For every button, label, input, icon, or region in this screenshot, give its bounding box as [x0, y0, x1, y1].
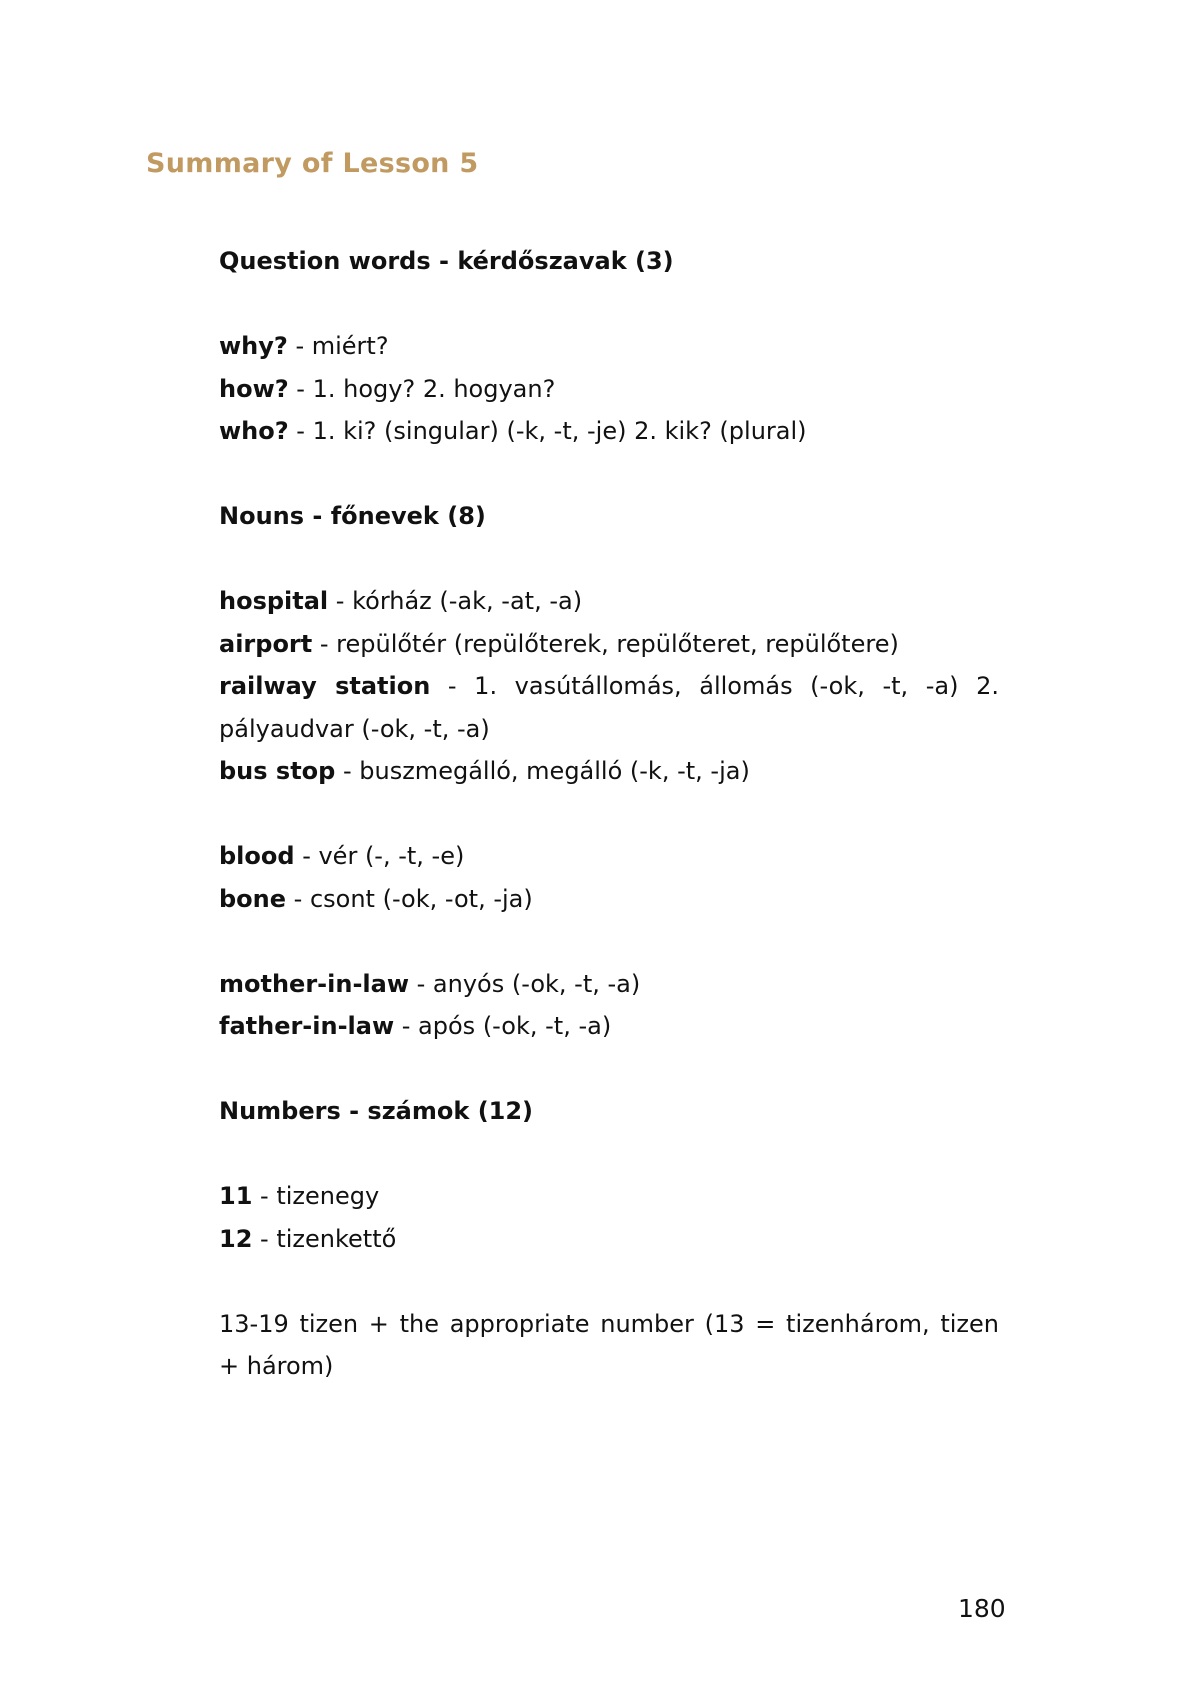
section-heading-nouns: Nouns - főnevek (8)	[219, 502, 486, 530]
vocab-term: hospital	[219, 587, 329, 615]
vocab-definition: - tizenegy	[252, 1182, 380, 1210]
vocab-definition: - buszmegálló, megálló (-k, -t, -ja)	[335, 757, 750, 785]
vocab-definition: - 1. hogy? 2. hogyan?	[288, 374, 556, 403]
vocab-entry	[219, 368, 999, 411]
section-heading-question-words: Question words - kérdőszavak (3)	[219, 247, 674, 275]
vocab-definition: - csont (-ok, -ot, -ja)	[286, 884, 533, 913]
section-heading-numbers: Numbers - számok (12)	[219, 1097, 534, 1125]
vocab-term: 12	[219, 1224, 253, 1253]
spacer	[219, 793, 999, 836]
vocab-term: bus stop	[219, 757, 336, 785]
page-title: Summary of Lesson 5	[146, 148, 479, 179]
vocab-definition: - kórház (-ak, -at, -a)	[328, 587, 583, 615]
spacer	[219, 920, 999, 963]
vocab-term: bone	[219, 884, 287, 913]
vocab-entry	[219, 623, 999, 666]
vocab-definition: - 1. ki? (singular) (-k, -t, -je) 2. kik? (plural)	[288, 417, 807, 445]
numbers-note: 13-19 tizen + the appropriate number (13 = tizenhárom, tizen + három)	[219, 1309, 999, 1380]
vocab-definition: - vér (-, -t, -e)	[294, 842, 465, 870]
vocab-term: airport	[219, 629, 313, 658]
vocab-definition: - repülőtér (repülőterek, repülőteret, repülőtere)	[312, 629, 899, 658]
vocab-term: father-in-law	[219, 1012, 395, 1040]
vocab-entry	[219, 878, 999, 921]
vocab-definition: - após (-ok, -t, -a)	[394, 1012, 612, 1040]
vocab-entry	[219, 963, 999, 1006]
vocab-term: why?	[219, 332, 288, 360]
vocab-entry	[219, 1218, 999, 1261]
vocab-definition: - miért?	[287, 332, 389, 360]
vocab-entry	[219, 750, 999, 793]
vocab-term: how?	[219, 374, 289, 403]
vocab-definition: - anyós (-ok, -t, -a)	[409, 969, 641, 998]
vocab-term: who?	[219, 417, 289, 445]
vocab-definition: - tizenkettő	[252, 1224, 397, 1253]
spacer	[219, 1260, 999, 1303]
vocab-entry	[219, 1175, 999, 1218]
vocab-term: mother-in-law	[219, 969, 409, 998]
vocab-entry	[219, 1005, 999, 1048]
vocab-term: blood	[219, 842, 295, 870]
spacer	[219, 453, 999, 496]
vocab-entry	[219, 325, 999, 368]
vocab-entry	[219, 665, 999, 750]
vocab-entry	[219, 410, 999, 453]
vocab-entry	[219, 835, 999, 878]
vocab-definition: - 1. vasútállomás, állomás (-ok, -t, -a) 2. pályaudvar (-ok, -t, -a)	[219, 672, 999, 743]
vocab-term: 11	[219, 1182, 253, 1210]
spacer	[219, 1048, 999, 1091]
vocab-entry	[219, 580, 999, 623]
page-number: 180	[958, 1594, 1006, 1623]
vocab-term: railway station	[219, 672, 431, 700]
lesson-summary	[219, 240, 999, 1388]
